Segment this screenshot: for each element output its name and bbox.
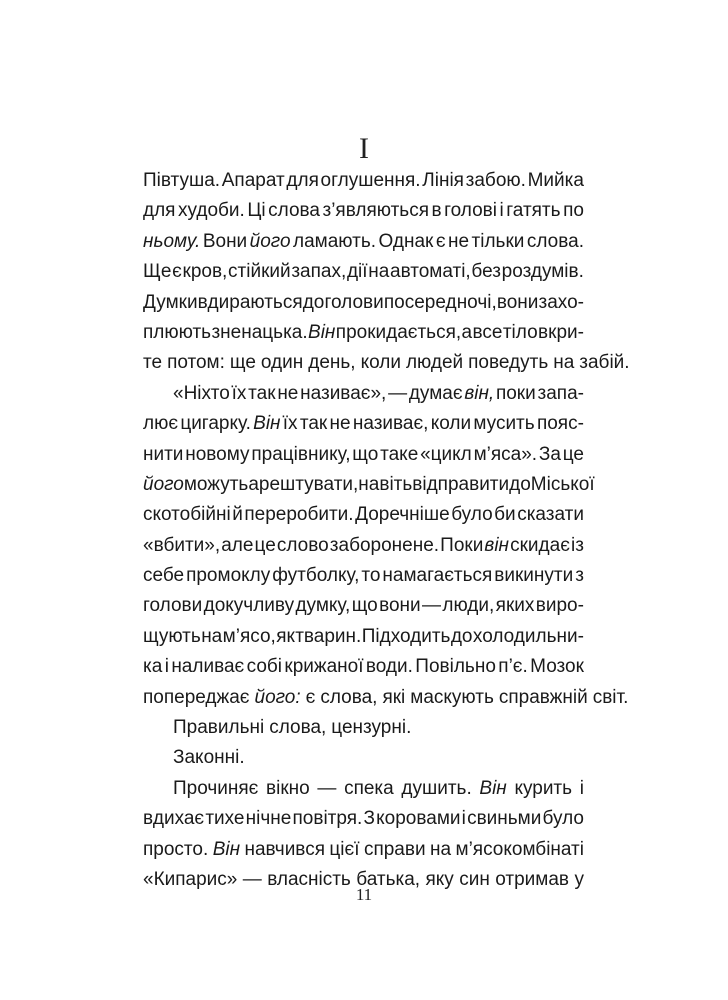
chapter-number: I bbox=[359, 132, 369, 165]
word: не bbox=[448, 230, 470, 252]
word: Однак bbox=[378, 230, 434, 252]
text-line bbox=[143, 470, 595, 500]
page-number: 11 bbox=[355, 885, 373, 904]
word: Правильні bbox=[173, 717, 265, 739]
text-line bbox=[143, 288, 584, 318]
italic-word: його bbox=[249, 230, 291, 252]
word: батька, bbox=[356, 868, 421, 890]
word: до bbox=[302, 291, 325, 313]
word: п’є. bbox=[498, 656, 528, 678]
text-line bbox=[143, 379, 584, 409]
word: мусить bbox=[473, 413, 535, 435]
word: гатять bbox=[506, 200, 561, 222]
word: поки bbox=[495, 382, 536, 404]
word: а bbox=[461, 321, 473, 343]
word: З bbox=[363, 808, 375, 830]
word: й bbox=[232, 504, 243, 526]
word: світ. bbox=[592, 686, 629, 708]
text-line bbox=[143, 227, 584, 257]
word: називає», bbox=[300, 382, 387, 404]
word: називає, bbox=[352, 413, 429, 435]
word: з bbox=[575, 565, 584, 587]
word: щують bbox=[143, 625, 201, 647]
word: думає bbox=[408, 382, 463, 404]
word: — bbox=[242, 868, 262, 890]
text-line bbox=[143, 440, 584, 470]
word: це bbox=[254, 534, 276, 556]
word: поведуть bbox=[468, 352, 549, 374]
word: коли bbox=[430, 413, 472, 435]
word: арештувати, bbox=[248, 473, 359, 495]
text-line bbox=[143, 500, 584, 530]
word: «Кипарис» bbox=[143, 868, 238, 890]
word: один bbox=[260, 352, 304, 374]
word: Мозок bbox=[530, 656, 584, 678]
word: себе bbox=[143, 565, 185, 587]
word: без bbox=[471, 261, 501, 283]
word: нічне bbox=[245, 808, 292, 830]
word: пояс- bbox=[536, 413, 584, 435]
word: намагається bbox=[382, 565, 493, 587]
text-line bbox=[143, 835, 584, 865]
word: нити bbox=[143, 443, 184, 465]
word: сказати bbox=[517, 504, 584, 526]
word: Доречніше bbox=[355, 504, 450, 526]
word: Ці bbox=[247, 200, 266, 222]
word: слова bbox=[268, 200, 320, 222]
word: син bbox=[459, 868, 490, 890]
word: скидає bbox=[510, 534, 570, 556]
italic-word: Він bbox=[308, 321, 336, 343]
word: футболку, bbox=[272, 565, 360, 587]
word: викинути bbox=[494, 565, 574, 587]
word: навчився bbox=[244, 838, 325, 860]
word: до bbox=[450, 625, 473, 647]
italic-word: його bbox=[143, 473, 184, 495]
word: стійкий bbox=[228, 261, 291, 283]
word: на bbox=[430, 838, 452, 860]
word: думку, bbox=[295, 595, 351, 617]
word: їх bbox=[282, 413, 298, 435]
italic-word: ньому. bbox=[143, 230, 201, 252]
word: на bbox=[201, 625, 223, 647]
word: — bbox=[388, 382, 408, 404]
word: і bbox=[461, 808, 466, 830]
text-line bbox=[143, 713, 584, 743]
italic-word: Він bbox=[253, 413, 281, 435]
word: і bbox=[499, 200, 504, 222]
word: справи bbox=[363, 838, 426, 860]
body-text bbox=[143, 166, 630, 895]
word: переробити. bbox=[244, 504, 354, 526]
word: по bbox=[563, 200, 584, 222]
word: вдираються bbox=[197, 291, 303, 313]
word: до bbox=[509, 473, 531, 495]
word: день, bbox=[308, 352, 356, 374]
word: м’яса». bbox=[473, 443, 538, 465]
word: худоби. bbox=[178, 200, 245, 222]
word: Підходить bbox=[361, 625, 451, 647]
word: є bbox=[305, 686, 316, 708]
word: то bbox=[361, 565, 381, 587]
word: слова, bbox=[269, 717, 327, 739]
word: але bbox=[221, 534, 254, 556]
word: Вони bbox=[202, 230, 248, 252]
word: «Ніхто bbox=[173, 382, 230, 404]
word: потом: bbox=[167, 352, 225, 374]
word: таке bbox=[380, 443, 419, 465]
word: Прочиняє bbox=[173, 777, 259, 799]
word: цензурні. bbox=[331, 717, 412, 739]
word: тільки bbox=[471, 230, 525, 252]
word: те bbox=[143, 352, 163, 374]
word: докучливу bbox=[203, 595, 295, 617]
word: захо- bbox=[538, 291, 584, 313]
word: оглушення. bbox=[320, 170, 421, 191]
word: би bbox=[494, 504, 516, 526]
word: відправити bbox=[412, 473, 510, 495]
word: свиньми bbox=[467, 808, 542, 830]
italic-word: він, bbox=[464, 382, 495, 404]
word: коровами bbox=[376, 808, 461, 830]
text-line bbox=[143, 804, 584, 834]
italic-word: він bbox=[484, 534, 510, 556]
word: запах, bbox=[291, 261, 347, 283]
word: в bbox=[431, 200, 442, 222]
word: і bbox=[164, 656, 169, 678]
word: люди, bbox=[442, 595, 495, 617]
word: Законні. bbox=[173, 747, 245, 769]
word: все bbox=[472, 321, 503, 343]
word: з’являються bbox=[322, 200, 429, 222]
word: яку bbox=[425, 868, 454, 890]
word: крижаної bbox=[284, 656, 364, 678]
word: м’ясо, bbox=[222, 625, 276, 647]
word: промоклу bbox=[186, 565, 271, 587]
word: Лінія bbox=[422, 170, 464, 191]
word: — bbox=[317, 777, 337, 799]
word: заборонене. bbox=[329, 534, 440, 556]
word: не bbox=[329, 413, 351, 435]
word: Ще bbox=[143, 261, 172, 283]
word: так bbox=[248, 382, 276, 404]
text-line bbox=[143, 774, 584, 804]
word: прокидається, bbox=[335, 321, 462, 343]
word: цигарку. bbox=[180, 413, 251, 435]
word: ночі, bbox=[456, 291, 497, 313]
word: вони bbox=[496, 291, 539, 313]
word: які bbox=[382, 686, 406, 708]
word: «вбити», bbox=[143, 534, 221, 556]
word: вдихає bbox=[143, 808, 205, 830]
word: курить bbox=[514, 777, 573, 799]
text-line bbox=[143, 561, 584, 591]
text-line bbox=[143, 743, 584, 773]
word: є bbox=[435, 230, 446, 252]
text-line bbox=[143, 409, 584, 439]
word: автоматі, bbox=[390, 261, 471, 283]
word: ще bbox=[229, 352, 256, 374]
word: голови bbox=[324, 291, 384, 313]
word: наливає bbox=[171, 656, 245, 678]
word: можуть bbox=[183, 473, 249, 495]
word: Міської bbox=[530, 473, 595, 495]
word: на bbox=[368, 261, 390, 283]
word: Думки bbox=[143, 291, 198, 313]
word: За bbox=[538, 443, 561, 465]
word: душить. bbox=[401, 777, 472, 799]
text-line bbox=[143, 348, 630, 378]
word: посеред bbox=[383, 291, 457, 313]
text-line bbox=[143, 196, 584, 226]
word: голові bbox=[444, 200, 497, 222]
word: не bbox=[277, 382, 299, 404]
word: кров, bbox=[182, 261, 228, 283]
word: попереджає bbox=[143, 686, 250, 708]
word: що bbox=[351, 595, 378, 617]
word: тіло bbox=[502, 321, 538, 343]
word: із bbox=[570, 534, 584, 556]
word: було bbox=[451, 504, 493, 526]
word: на bbox=[553, 352, 575, 374]
word: новому bbox=[185, 443, 250, 465]
word: вони bbox=[379, 595, 421, 617]
word: Поки bbox=[440, 534, 484, 556]
word: м’ясокомбінаті bbox=[455, 838, 584, 860]
word: людей bbox=[405, 352, 464, 374]
word: ламають. bbox=[293, 230, 377, 252]
word: у bbox=[574, 868, 584, 890]
word: просто. bbox=[143, 838, 209, 860]
word: Мийка bbox=[527, 170, 584, 191]
word: собі bbox=[246, 656, 282, 678]
word: вкри- bbox=[538, 321, 584, 343]
word: так bbox=[299, 413, 328, 435]
word: як bbox=[276, 625, 295, 647]
italic-word: його: bbox=[254, 686, 301, 708]
word: холодильни- bbox=[472, 625, 584, 647]
word: води. bbox=[365, 656, 413, 678]
word: працівнику, bbox=[251, 443, 351, 465]
word: повітря. bbox=[292, 808, 363, 830]
word: «цикл bbox=[420, 443, 472, 465]
text-line bbox=[143, 652, 584, 682]
word: скотобійні bbox=[143, 504, 231, 526]
word: цієї bbox=[329, 838, 360, 860]
word: роздумів. bbox=[501, 261, 584, 283]
word: для bbox=[286, 170, 319, 191]
word: тихе bbox=[205, 808, 245, 830]
word: слово bbox=[276, 534, 329, 556]
word: справжній bbox=[498, 686, 588, 708]
word: голови bbox=[143, 595, 203, 617]
word: виро- bbox=[535, 595, 584, 617]
word: для bbox=[143, 200, 176, 222]
text-line bbox=[143, 257, 584, 287]
word: тварин. bbox=[295, 625, 362, 647]
word: це bbox=[562, 443, 584, 465]
word: забою. bbox=[465, 170, 526, 191]
word: отримав bbox=[495, 868, 570, 890]
text-line bbox=[143, 683, 629, 713]
italic-word: Він bbox=[212, 838, 241, 860]
word: що bbox=[352, 443, 379, 465]
text-line bbox=[143, 318, 584, 348]
text-line bbox=[143, 622, 584, 652]
word: забій. bbox=[579, 352, 630, 374]
word: спека bbox=[344, 777, 394, 799]
word: плюють bbox=[143, 321, 212, 343]
word: вікно bbox=[266, 777, 310, 799]
word: Повільно bbox=[415, 656, 496, 678]
text-line bbox=[143, 531, 584, 561]
word: лює bbox=[143, 413, 179, 435]
word: є bbox=[172, 261, 182, 283]
word: маскують bbox=[410, 686, 494, 708]
word: Апарат bbox=[221, 170, 285, 191]
word: запа- bbox=[537, 382, 584, 404]
word: і bbox=[579, 777, 584, 799]
word: було bbox=[542, 808, 584, 830]
word: дії bbox=[346, 261, 368, 283]
word: яких bbox=[495, 595, 535, 617]
word: коли bbox=[360, 352, 401, 374]
italic-word: Він bbox=[479, 777, 507, 799]
word: слова, bbox=[320, 686, 378, 708]
text-line bbox=[143, 166, 584, 196]
word: — bbox=[422, 595, 441, 617]
word: навіть bbox=[358, 473, 413, 495]
word: ка bbox=[143, 656, 163, 678]
text-line bbox=[143, 591, 584, 621]
word: слова. bbox=[526, 230, 584, 252]
word: зненацька. bbox=[211, 321, 308, 343]
word: Півтуша. bbox=[143, 170, 221, 191]
word: власність bbox=[267, 868, 351, 890]
word: їх bbox=[231, 382, 247, 404]
